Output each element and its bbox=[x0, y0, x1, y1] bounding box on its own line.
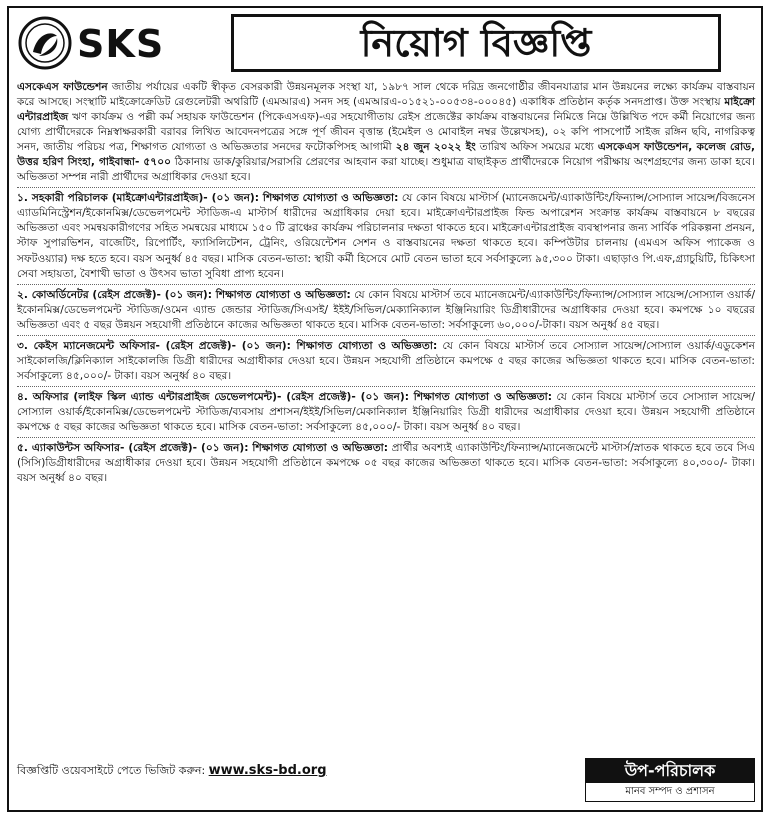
divider bbox=[17, 335, 755, 337]
divider bbox=[17, 187, 755, 189]
website-link[interactable]: www.sks-bd.org bbox=[208, 763, 327, 778]
circular-body bbox=[17, 80, 755, 486]
position-3 bbox=[17, 339, 755, 384]
intro-text-4: ঠিকানায় ডাক/কুরিয়ার/সরাসরি প্রেরণের আহবান করা যাচ্ছে। শুধুমাত্র বাছাইকৃত প্রার্থীদেরকে নিয়োগ পরীক্ষায় অংশগ্রহণের জন্য ডাকা হবে। অভিজ্ঞতা সম্পন্ন নারী প্রার্থীদের অগ্রাধিকার দেওয়া হবে। bbox=[17, 156, 755, 184]
position-2 bbox=[17, 288, 755, 333]
position-text: যে কোন বিষয়ে মাস্টার্স (ম্যানেজমেন্ট/এ্যাকাউন্টিং/ফিন্যান্স/সোস্যাল সায়েন্স/বিজনেস এ্যাডমিনিস্ট্রেশন/ইকোনমিক্স/ডেভেলপমেন্ট স্টাডিজ-এ মাস্টার্স ধারীদের অগ্রাধিকার দেয়া হবে। মাইক্রোএন্টারপ্রাইজ ফিন্ড অপারেশন সংক্রান্ত কার্যক্রম বাস্তবায়নে ৮ বছরের অভিজ্ঞতা এবং সমন্বয়কারীগণের সহিত সমন্বয়ের মাধ্যমে ১৫০ টি ব্রাঞ্চের কার্যক্রম পরিচালনার দক্ষতা থাকতে হবে। মাইক্রোএন্টারপ্রাইজ ব্যবস্থাপনার জন্য সার্বিক পরিকল্পনা প্রনয়ন, স্টাফ সুপারভিশন, বাজেটিং, রিপোর্টিং, ফ্যাসিলিটেশন, ট্রেনিং, ওরিয়েন্টেশন সেশন ও বাস্তবায়নের দক্ষতা থাকতে হবে। কম্পিউটার চালনায় (এমএস অফিস প্যাকেজ ও সফটওয়্যার) দক্ষ হতে হবে। বয়স অনুর্ধ্ব ৪৫ বছর। মাসিক বেতন-ভাতা: স্থায়ী কর্মী হিসেবে মোট বেতন ভাতা হবে সর্বসাকুল্যে ৯৫,৩০০ টাকা। এছাড়াও পি.এফ,গ্র্যাচুয়িটি, চিকিৎসা সেবা সহায়তা, বৈশাখী ভাতা ও উৎসব ভাতা সুবিধা প্রাপ্য হবেন। bbox=[17, 192, 756, 280]
position-heading: ৩. কেইস ম্যানেজমেন্ট অফিসার- (রেইস প্রজেক্ট)- (০১ জন): শিক্ষাগত যোগ্যতা ও অভিজ্ঞতা: bbox=[17, 339, 438, 352]
page-title: নিয়োগ বিজ্ঞপ্তি bbox=[231, 14, 721, 72]
intro-paragraph bbox=[17, 80, 755, 185]
position-text: যে কোন বিষয়ে মাস্টার্স তবে সোস্যাল সায়েন্স/সোস্যাল ওয়ার্ক/ইকোনমিক্স/ডেভেলপমেন্ট স্টাডিজ/ব্যবসায় প্রশাসন/ইইই/সিভিল/মেকানিক্যাল ইঞ্জিনিয়ারিং ডিগ্রী ধারীদের অগ্রাধীকার দেওয়া হবে। উন্নয়ন সহযোগী প্রতিষ্ঠানে কমপক্ষে ৫ বছর কাজের অভিজ্ঞতা থাকতে হবে। মাসিক বেতন-ভাতা: সর্বসাকুল্যে ৪৫,০০০/- টাকা। বয়স অনুর্ধ্ব ৪০ বছর। bbox=[17, 390, 755, 433]
position-heading: ৪. অফিসার (লাইফ স্কিল এ্যান্ড এন্টারপ্রাইজ ডেভেলপমেন্ট)- (রেইস প্রজেক্ট)- (০১ জন): শিক্ষাগত যোগ্যতা ও অভিজ্ঞতা: bbox=[17, 390, 552, 403]
intro-text-2: ঋণ কার্যক্রম ও পল্লী কর্ম সহায়ক ফাউন্ডেশন (পিকেএসএফ)-এর সহযোগীতায় রেইস প্রজেক্টের কার্যক্রম বাস্তবায়নের নিমিত্তে নিম্নে উল্লিখিত পদে কর্মী নিয়োগের জন্য যোগ্য প্রার্থীদেরকে নিম্নস্বাক্ষরকারী বরাবর লিখিত আবেদনপত্রের সঙ্গে পূর্ণ জীবন বৃত্তান্ত (ইমেইল ও মোবাইল নম্বর উল্লেখসহ), ০২ কপি পাসপোর্ট সাইজ রঙ্গিন ছবি, নাগরিকত্ব সনদ, জাতীয় পরিচয় পত্র, শিক্ষাগত যোগ্যতা ও অভিজ্ঞতার সনদের ফটোকপিসহ আগামী bbox=[17, 111, 755, 154]
website-note bbox=[17, 762, 327, 781]
position-heading: ৫. এ্যাকাউন্টস অফিসার- (রেইস প্রজেক্ট)- (০১ জন): শিক্ষাগত যোগ্যতা ও অভিজ্ঞতা: bbox=[17, 442, 388, 455]
position-heading: ১. সহকারী পরিচালক (মাইক্রোএন্টারপ্রাইজ)- (০১ জন): শিক্ষাগত যোগ্যতা ও অভিজ্ঞতা: bbox=[17, 192, 399, 205]
mailing-address: এসকেএস ফাউন্ডেশন, কলেজ রোড, উত্তর হরিণ সিংহা, গাইবান্ধা- ৫৭০০ bbox=[17, 141, 755, 169]
divider bbox=[17, 284, 755, 286]
signatory-box bbox=[585, 758, 755, 802]
micro-enterprise-label: মাইক্রো এন্টারপ্রাইজ bbox=[17, 96, 755, 124]
footer bbox=[17, 758, 755, 802]
position-text: প্রার্থীর অবশ্যই এ্যাকাউন্টিং/ফিন্যান্স/ম্যানেজমেন্টে মাস্টার্স/স্নাতক থাকতে হবে তবে সিএ (সিসি)ডিগ্রীধারীদের অগ্রাধীকার দেওয়া হবে। উন্নয়ন সহযোগী প্রতিষ্ঠানে কমপক্ষে ০৫ বছর কাজের অভিজ্ঞতা থাকতে হবে। মাসিক বেতন-ভাতা: সর্বসাকুল্যে ৪০,৩০০/- টাকা। বয়স অনুর্ধ্ব ৪০ বছর। bbox=[17, 442, 755, 485]
intro-text-3: তারিখ অফিস সময়ের মধ্যে bbox=[475, 141, 598, 154]
deadline: ২৪ জুন ২০২২ ইং bbox=[395, 141, 476, 154]
sks-emblem-icon bbox=[17, 16, 73, 70]
logo-text: SKS bbox=[77, 22, 165, 66]
header bbox=[17, 14, 753, 72]
intro-text-1: জাতীয় পর্যায়ের একটি স্বীকৃত বেসরকারী উন্নয়নমূলক সংস্থা যা, ১৯৮৭ সাল থেকে দরিদ্র জনগোষ্ঠীর জীবনযাত্রার মান উন্নয়নের লক্ষ্যে কার্যক্রম বাস্তবায়ন করে আসছে। সংস্থাটি মাইক্রোক্রেডিট রেগুলেটরী অথরিটি (এমআরএ) সনদ সহ (এমআরএ-০১৫২১-০০৫৩৪-০০০৪৫) একাধিক প্রতিষ্ঠান কর্তৃক সনদপ্রাপ্ত। উক্ত সংস্থায় bbox=[17, 81, 756, 109]
position-1 bbox=[17, 191, 755, 281]
position-5 bbox=[17, 441, 755, 486]
divider bbox=[17, 437, 755, 439]
visit-text: বিজ্ঞপ্তিটি ওয়েবসাইটে পেতে ভিজিট করুন: bbox=[17, 764, 209, 777]
org-name: এসকেএস ফাউন্ডেশন bbox=[17, 81, 108, 93]
divider bbox=[17, 386, 755, 388]
position-text: যে কোন বিষয়ে মাস্টার্স তবে সোস্যাল সায়েন্স/সোস্যাল ওয়ার্ক/এডুকেশন সাইকোলজি/ক্লিনিক্যাল সাইকোলজি ডিগ্রী ধারীদের অগ্রাধীকার দেওয়া হবে। উন্নয়ন সহযোগী প্রতিষ্ঠানে কমপক্ষে ৫ বছর কাজের অভিজ্ঞতা থাকতে হবে। মাসিক বেতন-ভাতা: সর্বসাকুল্যে ৪৫,০০০/- টাকা। বয়স অনুর্ধ্ব ৪০ বছর। bbox=[17, 339, 755, 382]
signatory-title: উপ-পরিচালক bbox=[586, 759, 754, 783]
signatory-department: মানব সম্পদ ও প্রশাসন bbox=[625, 786, 715, 797]
position-heading: ২. কোঅর্ডিনেটর (রেইস প্রজেক্ট)- (০১ জন): শিক্ষাগত যোগ্যতা ও অভিজ্ঞতা: bbox=[17, 288, 351, 301]
job-circular-page bbox=[7, 6, 763, 812]
position-text: যে কোন বিষয়ে মাস্টার্স তবে ম্যানেজমেন্ট/এ্যাকাউন্টিং/ফিন্যান্স/সোস্যাল সায়েন্স/সোস্যাল ওয়ার্ক/ইকোনমিক্স/ডেভেলপমেন্ট স্টাডিজ/ওমেন এ্যান্ড জেন্ডার স্টাডিজ/সিএসই/ ইইই/সিভিল/মেক্যানিক্যাল ইঞ্জিনিয়ারিং ডিগ্রীধারীদের অগ্রাধিকার দেওয়া হবে। কমপক্ষে ১০ বছরের অভিজ্ঞতা এবং ৫ বছর উন্নয়ন সহযোগী প্রতিষ্ঠানে কাজের অভিজ্ঞতা থাকতে হবে। মাসিক বেতন-ভাতা: সর্বসাকুল্যে ৬০,০০০/-টাকা। বয়স অনুর্ধ্ব ৪৫ বছর। bbox=[17, 288, 756, 331]
position-4 bbox=[17, 390, 755, 435]
